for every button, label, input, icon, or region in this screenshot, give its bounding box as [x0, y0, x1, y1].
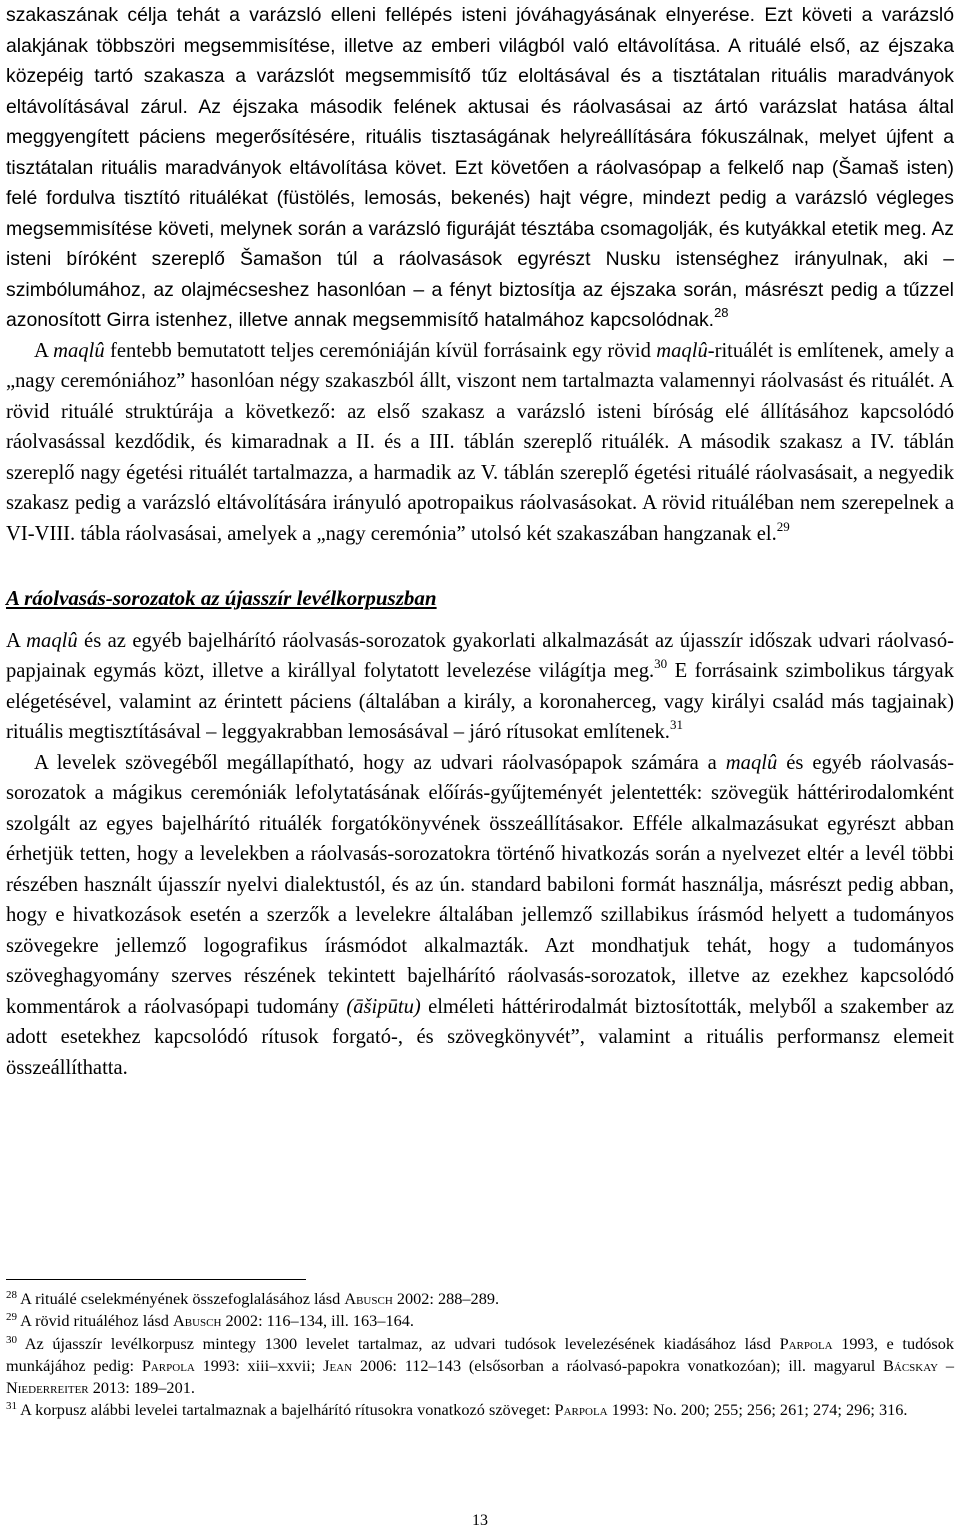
footnote-separator	[6, 1279, 306, 1280]
document-body	[6, 0, 954, 1083]
footnote-ref-31[interactable]: 31	[669, 717, 683, 732]
footnote-ref-29[interactable]: 29	[776, 518, 790, 534]
paragraph-3: A maqlû és az egyéb bajelhárító ráolvasás-sorozatok gyakorlati alkalmazását az újasszír időszak udvari ráolvasó-papjainak egymás közt, illetve a királlyal folytatott levelezése világítja meg.$^{30}$ E forrásaink szimbolikus tárgyak elégetésével, valamint az érintett páciens (általában a király, a koronaherceg, vagy királyi család más tagjainak) rituális megtisztításával – leggyakrabban lemosásával – járó rítusokat említenek.$^{31}$	[6, 629, 954, 743]
section-heading: A ráolvasás-sorozatok az újasszír levélkorpuszban	[6, 586, 437, 610]
footnote-29: $^{29}$ A rövid rituáléhoz lásd Abusch 2002: 116–134, ill. 163–164.	[6, 1311, 414, 1331]
paragraph-1: szakaszának célja tehát a varázsló elleni fellépés isteni jóváhagyásának elnyerése. Ezt követi a varázsló alakjának többszöri megsemmisítése, illetve az emberi világból való eltávolítása. A rituálé első, az éjszaka közepéig tartó szakasza a varázslót megsemmisítő tűz eloltásával és a tisztátalan rituális maradványok eltávolításával zárul. Az éjszaka második felének aktusai és ráolvasásai az ártó varázslat hatása által meggyengített páciens megerősítésére, rituális tisztaságának helyreállítására fókuszálnak, melyet újfent a tisztátalan rituális maradványok eltávolítása követ. Ezt követően a ráolvasópap a felkelő nap (Šamaš isten) felé fordulva tisztító rituálékat (füstölés, lemosás, bekenés) hajt végre, mindezt pedig a varázsló végleges megsemmisítése követi, melynek során a varázsló figuráját tésztába csomagolják, és kutyákkal etetik meg. Az isteni bíróként szereplő Šamašon túl a ráolvasások egyrészt Nusku istenséghez irányulnak, aki – szimbólumához, az olajmécseshez hasonlóan – a fényt biztosítja az éjszaka során, másrészt pedig a tűzzel azonosított Girra istenhez, illetve annak megsemmisítő hatalmához kapcsolódnak.$^{28}$	[6, 4, 954, 331]
footnote-ref-30[interactable]: 30	[654, 656, 668, 671]
footnote-31: $^{31}$ A korpusz alábbi levelei tartalmaznak a bajelhárító rítusokra vonatkozó szöveget: Parpola 1993: No. 200; 255; 256; 261; 274; 296; 316.	[6, 1400, 908, 1420]
footnote-ref-28[interactable]: 28	[714, 305, 729, 320]
paragraph-2: A maqlû fentebb bemutatott teljes ceremóniáján kívül forrásaink egy rövid maqlû-rituálét is említenek, amely a „nagy ceremóniához” hasonlóan négy szakaszból állt, viszont nem tartalmazta valamennyi ráolvasást és rituálét. A rövid rituálé struktúrája a következő: az első szakasz a varázsló isteni bíróság elé állításához kapcsolódó ráolvasással kezdődik, és kimaradnak a II. és a III. táblán szereplő rituálék. A második szakasz a IV. táblán szereplő nagy égetési rituálét tartalmazza, a harmadik az V. táblán szereplő égetési rituálé ráolvasásait, a negyedik szakasz pedig a varázsló eltávolítására irányuló apotropaikus ráolvasásokat. A rövid rituáléban nem szerepelnek a VI-VIII. tábla ráolvasásai, amelyek a „nagy ceremónia” utolsó két szakaszában hangzanak el.$^{29}$	[6, 339, 954, 545]
paragraph-4: A levelek szövegéből megállapítható, hogy az udvari ráolvasópapok számára a maqlû és egyéb ráolvasás-sorozatok a mágikus ceremóniák lefolytatásának előírás-gyűjteményét jelentették: szövegük háttérirodalomként szolgált az egyes bajelhárító rituálék forgatókönyvének összeállításakor. Efféle alkalmazásukat egyrészt abban érhetjük tetten, hogy a levelekben a ráolvasás-sorozatokra történő hivatkozás során a nyelvezet eltér a levél többi részében használt újasszír nyelvi dialektustól, és az ún. standard babiloni formát használja, másrészt pedig abban, hogy e hivatkozások esetén a szerzők a levelekre általában jellemző szillabikus írásmód helyett a tudományos szövegekre jellemző logografikus írásmódot alkalmazták. Azt mondhatjuk tehát, hogy a tudományos szöveghagyomány szerves részének tekintett bajelhárító ráolvasás-sorozatok, illetve az ezekhez kapcsolódó kommentárok a ráolvasópapi tudomány (āšipūtu) elméleti háttérirodalmát biztosították, melyből a szakember az adott esetekhez kapcsolódó rítusok forgató-, és szövegkönyvét”, valamint a rituális performansz elemeit összeállíthatta.	[6, 751, 954, 1079]
footnote-28: $^{28}$ A rituálé cselekményének összefoglalásához lásd Abusch 2002: 288–289.	[6, 1289, 500, 1308]
footnotes	[6, 1288, 954, 1422]
page-number: 13	[472, 1512, 488, 1529]
footnote-30: $^{30}$ Az újasszír levélkorpusz mintegy 1300 levelet tartalmaz, az udvari tudósok levelezésének kiadásához lásd Parpola 1993, e tudósok munkájához pedig: Parpola 1993: xiii–xxvii; Jean 2006: 112–143 (elsősorban a ráolvasó-papokra vonatkozóan); ill. magyarul Bácskay – Niederreiter 2013: 189–201.	[6, 1333, 955, 1398]
